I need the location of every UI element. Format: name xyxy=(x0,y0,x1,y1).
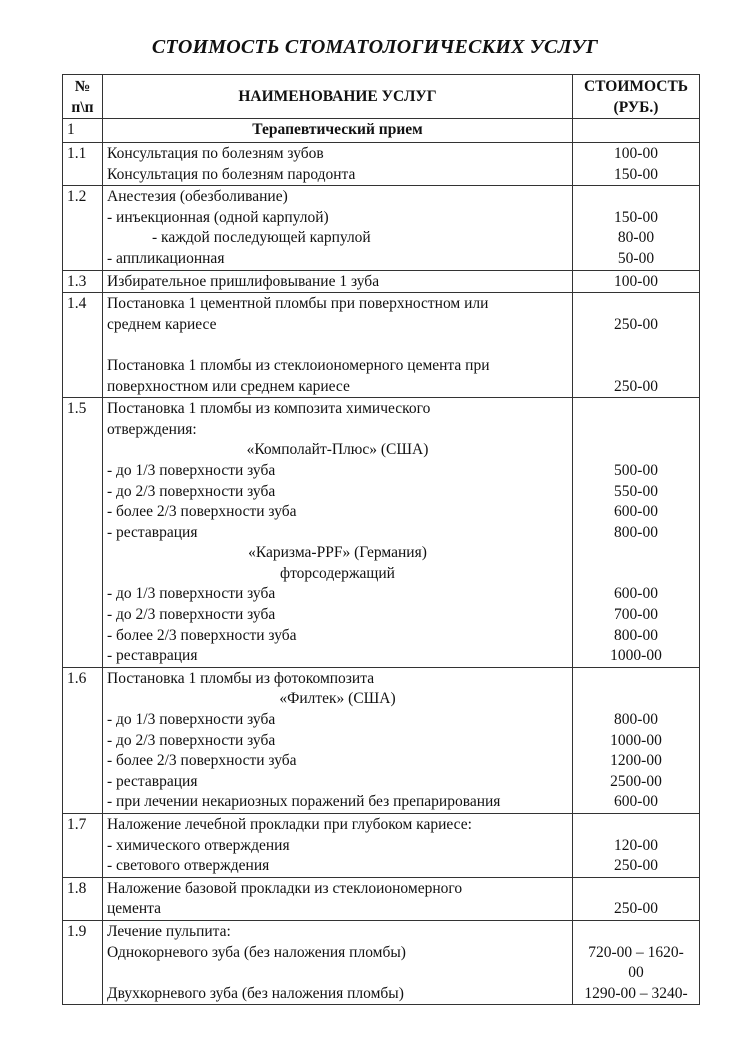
row-service-name xyxy=(103,143,573,186)
service-line: Постановка 1 пломбы из стеклоиономерного цемента при xyxy=(107,356,490,374)
table-row xyxy=(63,398,700,668)
row-service-name xyxy=(103,186,573,270)
row-number: 1.5 xyxy=(63,398,103,668)
price-value: 250-00 xyxy=(614,315,658,333)
service-line: Консультация по болезням пародонта xyxy=(107,165,356,183)
service-line: - инъекционная (одной карпулой) xyxy=(107,208,329,226)
price-value xyxy=(577,420,695,441)
service-line: «Каризма-PPF» (Германия) xyxy=(248,544,427,562)
row-price xyxy=(573,667,700,813)
service-line: - при лечении некариозных поражений без препарирования xyxy=(107,793,501,811)
header-service-name: НАИМЕНОВАНИЕ УСЛУГ xyxy=(103,75,573,119)
row-service-name xyxy=(103,270,573,293)
service-line: «Филтек» (США) xyxy=(279,690,396,708)
table-row xyxy=(63,270,700,293)
row-number: 1.3 xyxy=(63,270,103,293)
section-row xyxy=(63,119,700,143)
row-number: 1.9 xyxy=(63,920,103,1004)
table-row xyxy=(63,186,700,270)
price-value xyxy=(577,669,695,690)
service-line: - до 1/3 поверхности зуба xyxy=(107,711,276,729)
service-line: - до 2/3 поверхности зуба xyxy=(107,482,276,500)
row-number: 1.8 xyxy=(63,877,103,920)
service-line: Постановка 1 пломбы из фотокомпозита xyxy=(107,669,375,687)
price-value: 50-00 xyxy=(617,249,655,267)
price-value: 150-00 xyxy=(614,165,658,183)
row-service-name xyxy=(103,293,573,398)
service-line: - до 2/3 поверхности зуба xyxy=(107,731,276,749)
service-line: - более 2/3 поверхности зуба xyxy=(107,752,297,770)
price-value: 1200-00 xyxy=(610,752,662,770)
row-number: 1.4 xyxy=(63,293,103,398)
service-line: - более 2/3 поверхности зуба xyxy=(107,503,297,521)
price-value: 250-00 xyxy=(614,900,658,918)
service-line: фторсодержащий xyxy=(280,564,395,582)
price-value: 800-00 xyxy=(614,523,658,541)
price-value: 550-00 xyxy=(614,482,658,500)
price-value xyxy=(577,294,695,315)
price-value: 800-00 xyxy=(614,711,658,729)
price-value xyxy=(577,564,695,585)
row-price xyxy=(573,143,700,186)
table-row xyxy=(63,814,700,878)
page-title: СТОИМОСТЬ СТОМАТОЛОГИЧЕСКИХ УСЛУГ xyxy=(151,36,599,58)
table-header-row xyxy=(63,75,700,119)
table-row xyxy=(63,293,700,398)
price-value xyxy=(577,689,695,710)
price-value: 100-00 xyxy=(614,145,658,162)
row-price xyxy=(573,877,700,920)
service-line: среднем кариесе xyxy=(107,315,217,333)
service-line: Лечение пульпита: xyxy=(107,922,231,940)
price-value: 600-00 xyxy=(614,793,658,811)
row-service-name xyxy=(103,877,573,920)
service-line: - более 2/3 поверхности зуба xyxy=(107,626,297,644)
service-line: - аппликационная xyxy=(107,249,225,267)
service-line: - реставрация xyxy=(107,523,198,541)
price-value: 150-00 xyxy=(614,208,658,226)
price-value: 2500-00 xyxy=(610,772,662,790)
service-line xyxy=(107,335,568,356)
table-row xyxy=(63,667,700,813)
price-value xyxy=(577,399,695,420)
price-value xyxy=(577,879,695,900)
price-value: 1000-00 xyxy=(610,731,662,749)
price-value xyxy=(577,335,695,356)
service-line: Наложение базовой прокладки из стеклоиономерного xyxy=(107,879,463,897)
price-value xyxy=(577,543,695,564)
header-price: СТОИМОСТЬ (РУБ.) xyxy=(573,75,700,119)
price-value: 1290-00 – 3240- xyxy=(584,984,688,1002)
service-line: - химического отверждения xyxy=(107,836,290,854)
row-price xyxy=(573,814,700,878)
row-price xyxy=(573,270,700,293)
service-line: цемента xyxy=(107,900,162,918)
price-value: 500-00 xyxy=(614,461,658,479)
service-line: - до 2/3 поверхности зуба xyxy=(107,606,276,624)
header-number: № п\п xyxy=(63,75,103,119)
service-line: отверждения: xyxy=(107,420,197,438)
price-table xyxy=(62,74,700,1005)
service-line: Анестезия (обезболивание) xyxy=(107,188,288,206)
price-value: 100-00 xyxy=(614,272,658,290)
price-value: 120-00 xyxy=(614,836,658,854)
service-rows xyxy=(63,143,700,1005)
service-line: - реставрация xyxy=(107,772,198,790)
row-number: 1.2 xyxy=(63,186,103,270)
table-row xyxy=(63,877,700,920)
row-price xyxy=(573,186,700,270)
row-service-name xyxy=(103,667,573,813)
price-value: 600-00 xyxy=(614,503,658,521)
price-value: 80-00 xyxy=(617,229,655,247)
row-number: 1.7 xyxy=(63,814,103,878)
service-line: Однокорневого зуба (без наложения пломбы) xyxy=(107,943,406,961)
row-service-name xyxy=(103,920,573,1004)
price-value: 720-00 – 1620- xyxy=(588,943,684,961)
service-line: поверхностном или среднем кариесе xyxy=(107,377,350,395)
section-price-empty xyxy=(573,119,700,143)
row-number: 1.6 xyxy=(63,667,103,813)
price-value xyxy=(577,440,695,461)
price-value: 250-00 xyxy=(614,857,658,875)
row-service-name xyxy=(103,814,573,878)
service-line: «Комполайт-Плюс» (США) xyxy=(246,441,429,459)
row-price xyxy=(573,293,700,398)
service-line: Двухкорневого зуба (без наложения пломбы) xyxy=(107,984,404,1002)
service-line: Консультация по болезням зубов xyxy=(107,145,324,162)
service-line: Наложение лечебной прокладки при глубоком кариесе: xyxy=(107,816,472,833)
service-line: Избирательное пришлифовывание 1 зуба xyxy=(107,272,380,290)
price-value: 250-00 xyxy=(614,377,658,395)
service-line: - до 1/3 поверхности зуба xyxy=(107,585,276,603)
service-line: Постановка 1 пломбы из композита химического xyxy=(107,400,431,418)
service-line: - каждой последующей карпулой xyxy=(152,229,371,247)
service-line: Постановка 1 цементной пломбы при поверхностном или xyxy=(107,295,489,313)
row-number: 1.1 xyxy=(63,143,103,186)
service-line: - реставрация xyxy=(107,647,198,665)
price-value: 600-00 xyxy=(614,585,658,603)
price-value xyxy=(577,356,695,377)
price-value xyxy=(577,922,695,943)
service-line: - светового отверждения xyxy=(107,857,270,875)
section-title: Терапевтический прием xyxy=(103,119,573,143)
price-value xyxy=(577,815,695,836)
price-value: 1000-00 xyxy=(610,647,662,665)
table-row xyxy=(63,143,700,186)
row-service-name xyxy=(103,398,573,668)
row-price xyxy=(573,920,700,1004)
service-line xyxy=(107,963,568,984)
price-value: 800-00 xyxy=(614,626,658,644)
price-value: 700-00 xyxy=(614,606,658,624)
row-price xyxy=(573,398,700,668)
price-value: 00 xyxy=(628,964,644,982)
service-line: - до 1/3 поверхности зуба xyxy=(107,461,276,479)
price-value xyxy=(577,187,695,208)
table-row xyxy=(63,920,700,1004)
section-number: 1 xyxy=(63,119,103,143)
